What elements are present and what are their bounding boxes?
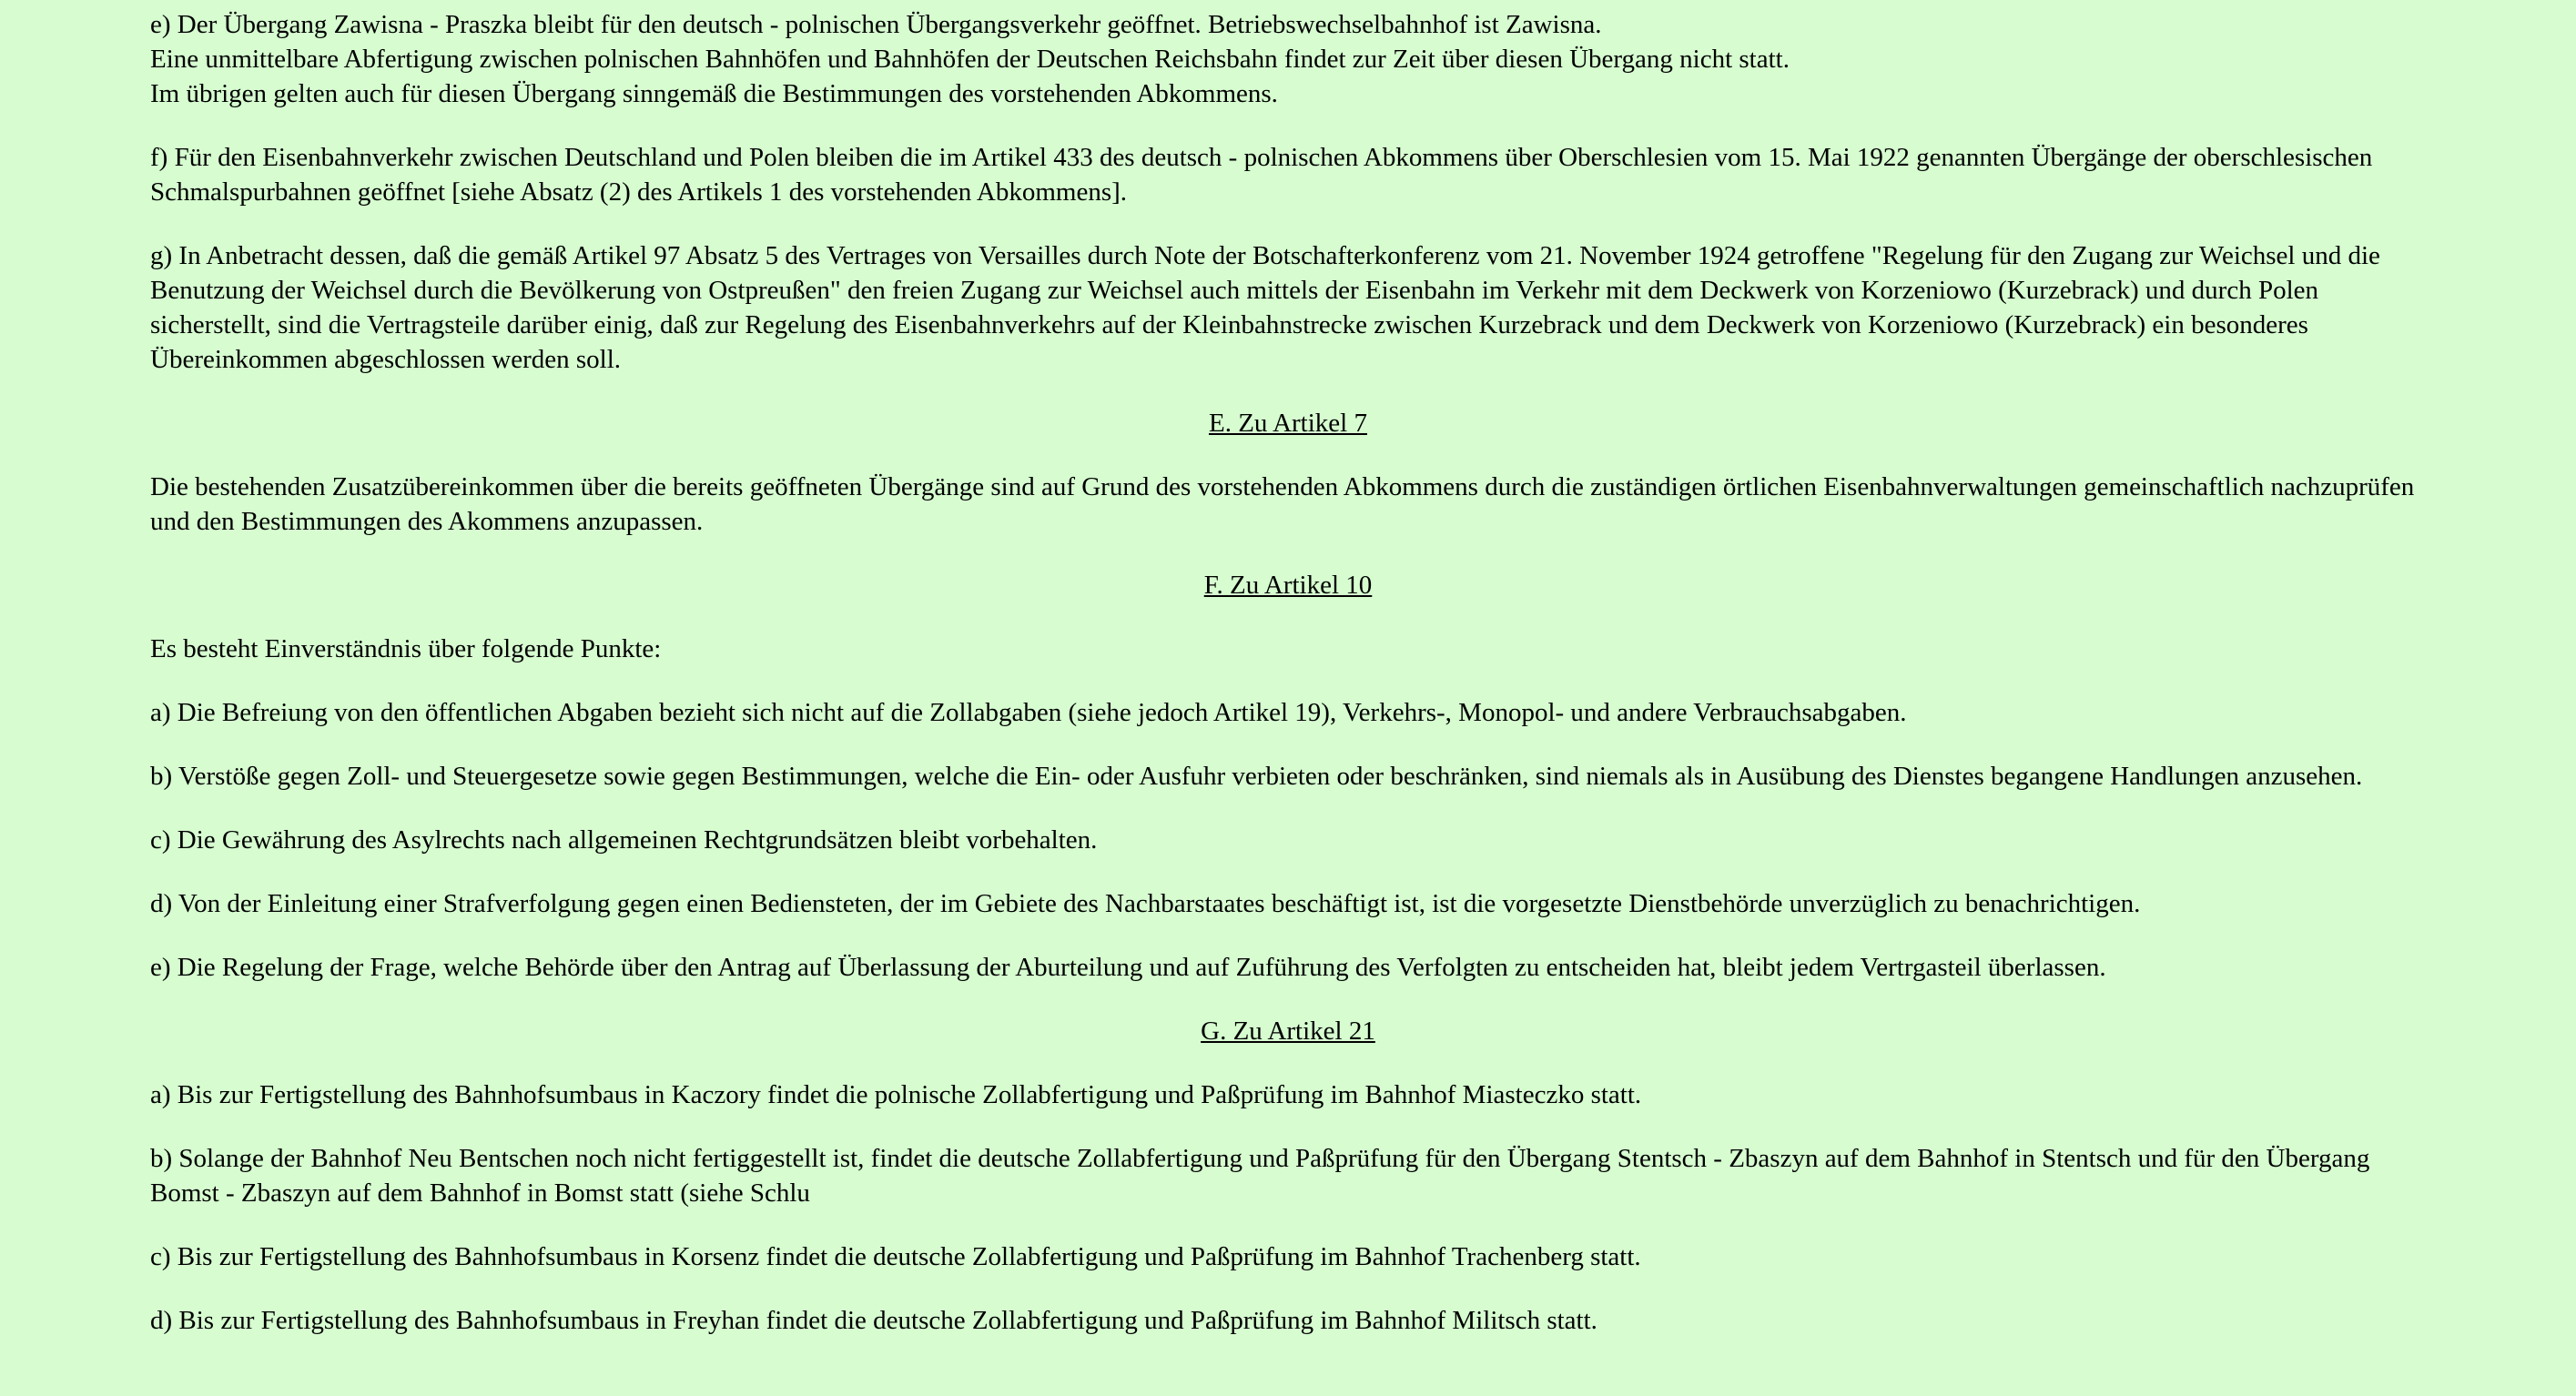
paragraph-f-intro: Es besteht Einverständnis über folgende Punkte: xyxy=(150,634,662,663)
section-heading-f: F. Zu Artikel 10 xyxy=(1203,571,1373,600)
paragraph-g-c: c) Bis zur Fertigstellung des Bahnhofsumbaus in Korsenz findet die deutsche Zollabfertigung und Paßprüfung im Bahnhof Trachenberg statt. xyxy=(150,1242,1641,1271)
paragraph-g-a: a) Bis zur Fertigstellung des Bahnhofsumbaus in Kaczory findet die polnische Zollabfertigung und Paßprüfung im Bahnhof Miasteczko statt. xyxy=(150,1080,1642,1109)
paragraph-d-g: g) In Anbetracht dessen, daß die gemäß Artikel 97 Absatz 5 des Vertrages von Versailles durch Note der Botschafterkonferenz vom 21. November 1924 getroffene "Regelung für den Zugang zur Weichsel und die Benutzung der Weichsel durch die Bevölkerung von Ostpreußen" den freien Zugang zur Weichsel auch mittels der Eisenbahn im Verkehr mit dem Deckwerk von Korzeniowo (Kurzebrack) und durch Polen sicherstellt, sind die Vertragsteile darüber einig, daß zur Regelung des Eisenbahnverkehrs auf der Kleinbahnstrecke zwischen Kurzebrack und dem Deckwerk von Korzeniowo (Kurzebrack) ein besonderes Übereinkommen abgeschlossen werden soll. xyxy=(150,241,2380,374)
paragraph-line: e) Der Übergang Zawisna - Praszka bleibt für den deutsch - polnischen Übergangsverkehr geöffnet. Betriebswechselbahnhof ist Zawisna. xyxy=(150,10,1602,39)
paragraph-f-b: b) Verstöße gegen Zoll- und Steuergesetze sowie gegen Bestimmungen, welche die Ein- oder Ausfuhr verbieten oder beschränken, sind niemals als in Ausübung des Dienstes begangene Handlungen anzusehen. xyxy=(150,762,2363,791)
paragraph-f-c: c) Die Gewährung des Asylrechts nach allgemeinen Rechtgrundsätzen bleibt vorbehalten. xyxy=(150,825,1098,855)
paragraph-d-e xyxy=(150,7,2426,111)
section-heading-g: G. Zu Artikel 21 xyxy=(1201,1017,1375,1046)
paragraph-line: Eine unmittelbare Abfertigung zwischen polnischen Bahnhöfen und Bahnhöfen der Deutschen Reichsbahn findet zur Zeit über diesen Übergang nicht statt. xyxy=(150,45,1790,74)
paragraph-g-b: b) Solange der Bahnhof Neu Bentschen noch nicht fertiggestellt ist, findet die deutsche Zollabfertigung und Paßprüfung für den Übergang Stentsch - Zbaszyn auf dem Bahnhof in Stentsch und für den Übergang Bomst - Zbaszyn auf dem Bahnhof in Bomst statt (siehe Schlu xyxy=(150,1144,2370,1208)
paragraph-f-a: a) Die Befreiung von den öffentlichen Abgaben bezieht sich nicht auf die Zollabgaben (siehe jedoch Artikel 19), Verkehrs-, Monopol- und andere Verbrauchsabgaben. xyxy=(150,698,1907,727)
paragraph-e-text: Die bestehenden Zusatzübereinkommen über die bereits geöffneten Übergänge sind auf Grund des vorstehenden Abkommens durch die zuständigen örtlichen Eisenbahnverwaltungen gemeinschaftlich nachzuprüfen und den Bestimmungen des Akommens anzupassen. xyxy=(150,472,2415,536)
section-heading-e: E. Zu Artikel 7 xyxy=(1209,409,1367,438)
paragraph-line: Im übrigen gelten auch für diesen Übergang sinngemäß die Bestimmungen des vorstehenden Abkommens. xyxy=(150,79,1278,108)
paragraph-g-d: d) Bis zur Fertigstellung des Bahnhofsumbaus in Freyhan findet die deutsche Zollabfertigung und Paßprüfung im Bahnhof Militsch statt. xyxy=(150,1306,1597,1335)
paragraph-f-e: e) Die Regelung der Frage, welche Behörde über den Antrag auf Überlassung der Aburteilung und auf Zuführung des Verfolgten zu entscheiden hat, bleibt jedem Vertrgasteil überlassen. xyxy=(150,953,2106,982)
paragraph-d-f: f) Für den Eisenbahnverkehr zwischen Deutschland und Polen bleiben die im Artikel 433 des deutsch - polnischen Abkommens über Oberschlesien vom 15. Mai 1922 genannten Übergänge der oberschlesischen Schmalspurbahnen geöffnet [siehe Absatz (2) des Artikels 1 des vorstehenden Abkommens]. xyxy=(150,143,2373,207)
paragraph-f-d: d) Von der Einleitung einer Strafverfolgung gegen einen Bediensteten, der im Gebiete des Nachbarstaates beschäftigt ist, ist die vorgesetzte Dienstbehörde unverzüglich zu benachrichtigen. xyxy=(150,889,2141,918)
